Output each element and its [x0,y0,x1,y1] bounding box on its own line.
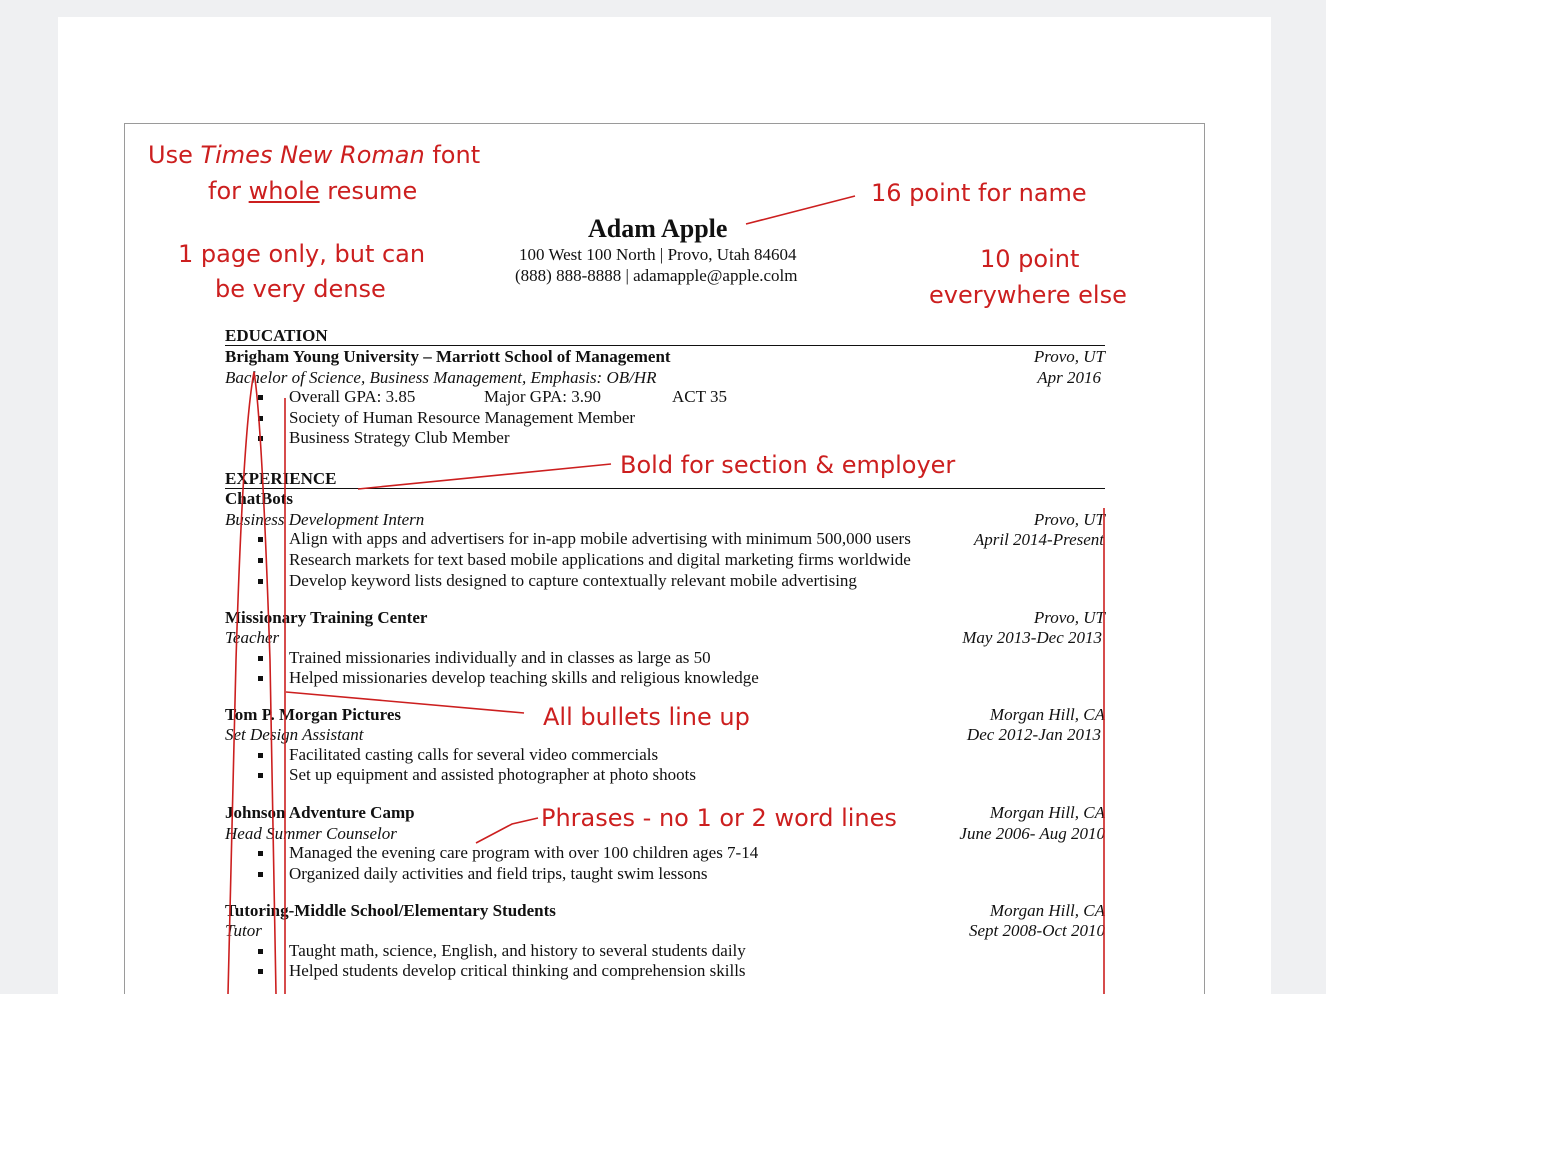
job-location: Morgan Hill, CA [989,803,1105,822]
job-date: June 2006- Aug 2010 [959,824,1105,843]
bullet-marker [258,395,263,400]
bullet-marker [258,851,263,856]
job-title: Head Summer Counselor [225,824,397,843]
resume-contact: (888) 888-8888 | adamapple@apple.colm [515,266,798,285]
bullet-marker [258,872,263,877]
bullet-marker [258,579,263,584]
job-date: May 2013-Dec 2013 [962,628,1102,647]
job-employer: Tutoring-Middle School/Elementary Students [225,901,556,920]
education-heading: EDUCATION [225,326,328,345]
resume-address: 100 West 100 North | Provo, Utah 84604 [519,245,797,264]
job-employer: Johnson Adventure Camp [225,803,415,822]
annotation-pages-2: be very dense [215,275,386,303]
job-bullet: Taught math, science, English, and history to several students daily [289,941,746,960]
education-bullet: Business Strategy Club Member [289,428,510,447]
experience-heading: EXPERIENCE [225,469,337,488]
annotation-bold: Bold for section & employer [620,451,956,479]
job-bullet: Organized daily activities and field trips, taught swim lessons [289,864,708,883]
bullet-marker [258,773,263,778]
job-location: Provo, UT [1033,510,1105,529]
job-bullet: Facilitated casting calls for several video commercials [289,745,659,764]
education-degree: Bachelor of Science, Business Management, Emphasis: OB/HR [225,368,657,387]
job-date: Dec 2012-Jan 2013 [966,725,1101,744]
annotation-body-size-2: everywhere else [929,281,1127,309]
job-bullet: Helped students develop critical thinking and comprehension skills [289,961,746,980]
job-bullet: Develop keyword lists designed to capture contextually relevant mobile advertising [289,571,857,590]
resume-name: Adam Apple [588,214,728,243]
job-location: Morgan Hill, CA [989,705,1105,724]
bullet-marker [258,436,263,441]
education-school: Brigham Young University – Marriott School of Management [225,347,671,366]
education-gpa: Overall GPA: 3.85 [289,387,416,406]
job-bullet: Set up equipment and assisted photographer at photo shoots [289,765,696,784]
job-title: Business Development Intern [225,510,425,529]
job-location: Morgan Hill, CA [989,901,1105,920]
job-bullet: Align with apps and advertisers for in-app mobile advertising with minimum 500,000 users [289,529,911,548]
annotation-font-text: Use [148,141,201,169]
job-date: April 2014-Present [973,530,1104,549]
annotation-font-whole: whole [248,177,320,205]
bullet-marker [258,416,263,421]
job-employer: Tom P. Morgan Pictures [225,705,401,724]
annotation-pages-1: 1 page only, but can [178,240,426,268]
job-bullet: Helped missionaries develop teaching skills and religious knowledge [289,668,759,687]
job-bullet: Managed the evening care program with over 100 children ages 7-14 [289,843,759,862]
bullet-marker [258,656,263,661]
annotation-font-text: font [424,141,481,169]
job-employer: ChatBots [225,489,294,508]
education-major-gpa: Major GPA: 3.90 [484,387,601,406]
bullet-marker [258,537,263,542]
job-title: Teacher [225,628,280,647]
experience-rule [225,488,1105,489]
education-act: ACT 35 [672,387,727,406]
job-bullet: Trained missionaries individually and in classes as large as 50 [289,648,711,667]
annotation-phrases: Phrases - no 1 or 2 word lines [541,804,897,832]
bullet-marker [258,676,263,681]
bullet-marker [258,969,263,974]
education-rule [225,345,1105,346]
job-location: Provo, UT [1033,608,1105,627]
annotation-font [148,137,480,173]
job-bullet: Research markets for text based mobile applications and digital marketing firms worldwide [289,550,911,569]
education-date: Apr 2016 [1037,368,1101,387]
annotation-bullets: All bullets line up [543,703,750,731]
education-location: Provo, UT [1033,347,1105,366]
job-date: Sept 2008-Oct 2010 [969,921,1105,940]
annotation-font-text: for [208,177,249,205]
annotation-font-2 [208,173,417,209]
bullet-marker [258,753,263,758]
bullet-marker [258,558,263,563]
annotation-font-name: Times New Roman [200,141,425,169]
job-title: Tutor [225,921,262,940]
job-employer: Missionary Training Center [225,608,428,627]
annotation-font-text: resume [319,177,418,205]
job-title: Set Design Assistant [225,725,364,744]
bullet-marker [258,949,263,954]
education-bullet: Society of Human Resource Management Member [289,408,636,427]
annotation-body-size-1: 10 point [980,245,1080,273]
annotation-name-size: 16 point for name [871,179,1087,207]
